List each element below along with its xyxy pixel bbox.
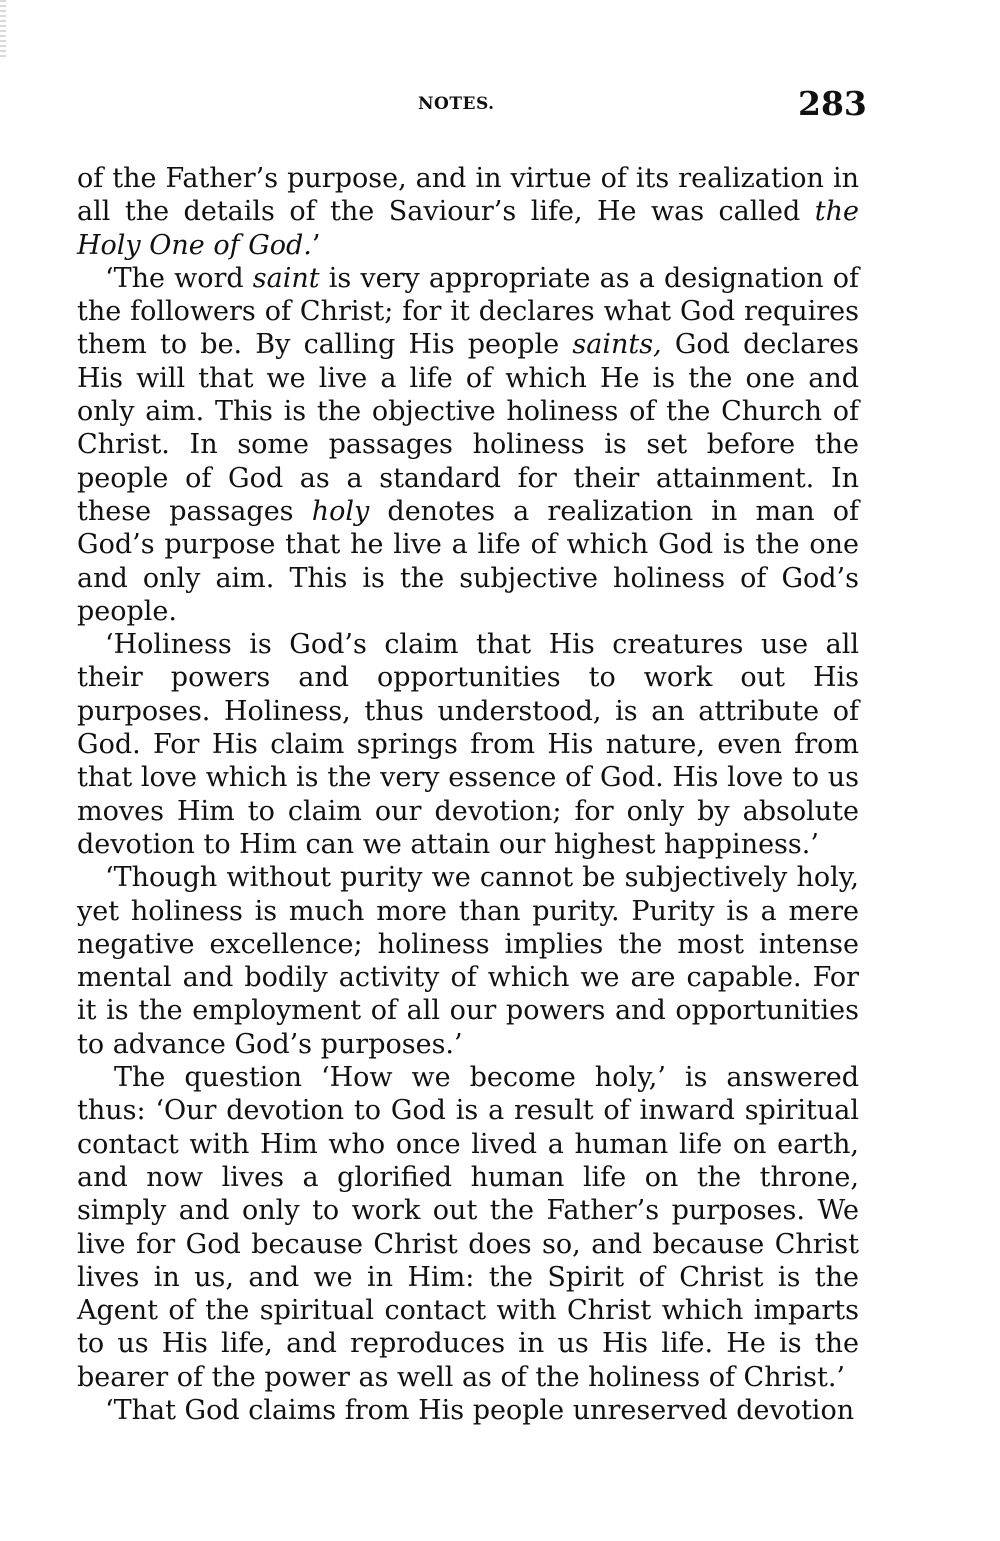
paragraph-1-closing-quote: ’: [311, 229, 321, 261]
paragraph-2: [77, 262, 859, 628]
paragraph-2-italic-saints: saints,: [572, 329, 662, 361]
paragraph-2-text-a: ‘The word: [105, 262, 253, 294]
paragraph-1-italic: the Holy One of God.: [77, 196, 859, 261]
paragraph-6: ‘That God claims from His people unreserved devotion: [105, 1394, 855, 1426]
paragraph-1-text: of the Father’s purpose, and in virtue of its realization in all the details of the Saviour’s life, He was called: [77, 163, 859, 228]
paragraph-2-text-c: God declares His will that we live a life of which He is the one and only aim. This is the objective holiness of the Church of Christ. In some passages holiness is set before the people of God as a standard for their attainment. In these passages: [77, 329, 859, 527]
paragraph-2-italic-saint: saint: [252, 262, 320, 294]
paragraph-2-text-d: denotes a realization in man of God’s purpose that he live a life of which God is the one and only aim. This is the subjective holiness of God’s people.: [77, 495, 859, 627]
page-number: 283: [798, 84, 867, 123]
scan-edge-mark: [0, 0, 6, 60]
page-header: [0, 84, 1000, 124]
running-head: NOTES.: [418, 94, 495, 114]
paragraph-1: [77, 162, 859, 262]
paragraph-4: ‘Though without purity we cannot be subjectively holy, yet holiness is much more than purity. Purity is a mere negative excellence; holiness implies the most intense mental and bodily activity of which we are capable. For it is the employment of all our powers and opportunities to advance God’s purposes.’: [77, 862, 859, 1060]
body-text: [77, 162, 859, 1427]
paragraph-5: The question ‘How we become holy,’ is answered thus: ‘Our devotion to God is a result of inward spiritual contact with Him who once lived a human life on earth, and now lives a glorified human life on the throne, simply and only to work out the Father’s purposes. We live for God because Christ does so, and because Christ lives in us, and we in Him: the Spirit of Christ is the Agent of the spiritual contact with Christ which imparts to us His life, and reproduces in us His life. He is the bearer of the power as well as of the holiness of Christ.’: [77, 1062, 859, 1393]
paragraph-2-italic-holy: holy: [311, 495, 370, 527]
paragraph-2-text-b: is very appropriate as a designation of the followers of Christ; for it declares what God requires them to be. By calling His people: [77, 262, 859, 361]
paragraph-3: ‘Holiness is God’s claim that His creatures use all their powers and opportunities to work out His purposes. Holiness, thus understood, is an attribute of God. For His claim springs from His nature, even from that love which is the very essence of God. His love to us moves Him to claim our devotion; for only by absolute devotion to Him can we attain our highest happiness.’: [77, 629, 859, 860]
